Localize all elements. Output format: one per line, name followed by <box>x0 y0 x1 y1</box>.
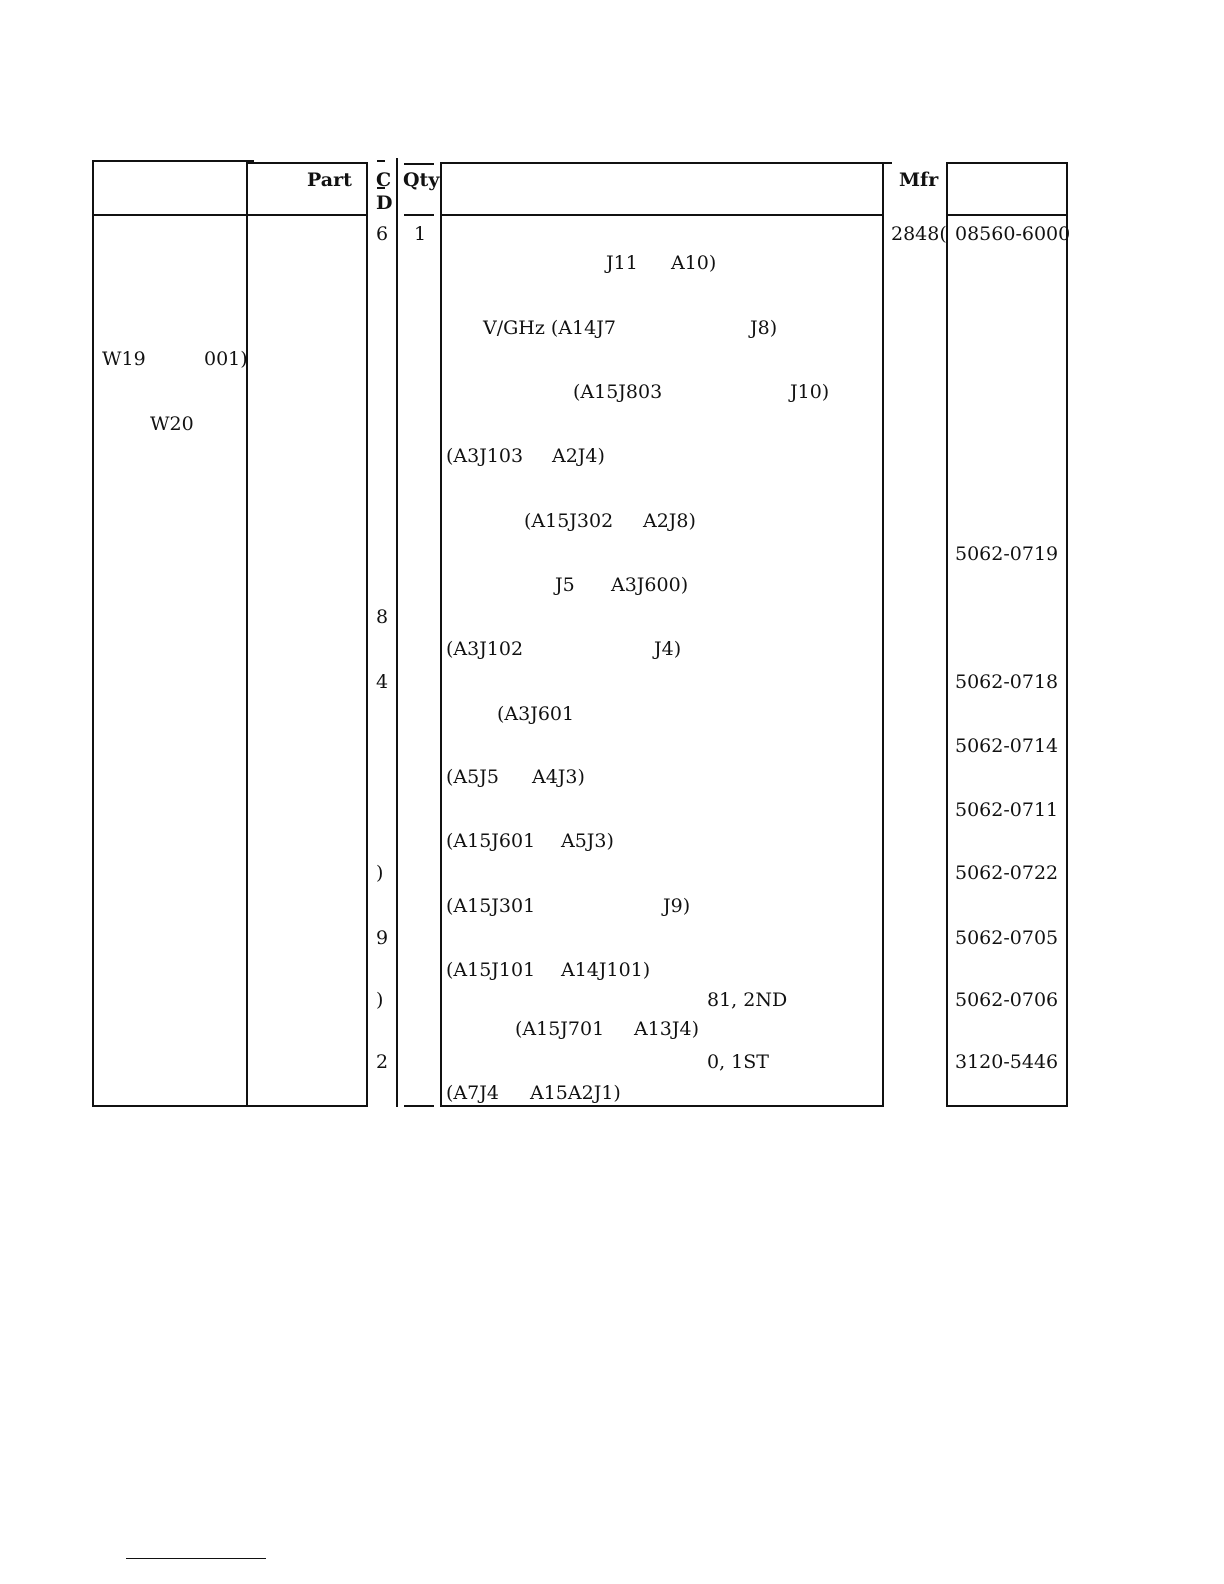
description-text: A5J3) <box>561 830 614 852</box>
cd-value: 2 <box>376 1051 389 1073</box>
description-text: J10) <box>790 381 830 403</box>
col-rule-2 <box>246 160 248 1107</box>
description-text: A2J4) <box>552 445 605 467</box>
mfr-part-number: 5062-0722 <box>955 862 1059 884</box>
col-rule-8 <box>1066 162 1068 1107</box>
bottom-rule-b <box>404 1105 434 1107</box>
description-text: A10) <box>671 252 717 274</box>
col-rule-5 <box>440 162 442 1107</box>
description-text: A14J101) <box>561 959 651 981</box>
footer-rule <box>126 1558 266 1559</box>
description-text: J5 <box>555 574 575 596</box>
description-text: (A5J5 <box>446 766 499 788</box>
col-rule-1 <box>92 160 94 1107</box>
cd-value: 6 <box>376 223 389 245</box>
description-text: (A15J301 <box>446 895 536 917</box>
header-qty: Qty <box>403 169 440 191</box>
mfr-part-number: 5062-0706 <box>955 989 1059 1011</box>
col-rule-7 <box>946 162 948 1107</box>
col-rule-4 <box>396 158 398 1107</box>
refdes-w20: W20 <box>150 413 194 435</box>
mfr-part-number: 5062-0705 <box>955 927 1059 949</box>
description-text: A15A2J1) <box>530 1082 621 1104</box>
table-top-rule-c <box>440 162 892 164</box>
description-text: (A15J101 <box>446 959 536 981</box>
table-top-rule-d <box>946 162 1068 164</box>
cd-value: 4 <box>376 671 389 693</box>
col-rule-6 <box>882 162 884 1107</box>
description-text: (A15J803 <box>573 381 663 403</box>
bottom-rule-a <box>92 1105 368 1107</box>
description-text: A4J3) <box>532 766 585 788</box>
cd-value: 8 <box>376 606 389 628</box>
description-text: (A3J601 <box>497 703 575 725</box>
table-top-rule-a <box>92 160 254 162</box>
description-text: (A7J4 <box>446 1082 499 1104</box>
description-text: J9) <box>663 895 691 917</box>
description-text: A3J600) <box>611 574 689 596</box>
mfr-part-number: 5062-0718 <box>955 671 1059 693</box>
description-text: V/GHz (A14J7 <box>483 317 616 339</box>
bottom-rule-d <box>946 1105 1068 1107</box>
description-text: 81, 2ND <box>707 989 788 1011</box>
refdes-w19: W19 <box>102 348 146 370</box>
description-text: J11 <box>606 252 638 274</box>
mfr-part-number: 08560-6000 <box>955 223 1071 245</box>
header-rule-c <box>440 214 882 216</box>
cd-value: 9 <box>376 927 389 949</box>
description-text: A13J4) <box>634 1018 700 1040</box>
header-cd-bottom: D <box>376 192 393 214</box>
mfr-code: 2848( <box>891 223 947 245</box>
header-mfr: Mfr <box>899 169 939 191</box>
cd-value: ) <box>376 989 384 1011</box>
description-text: 0, 1ST <box>707 1051 769 1073</box>
description-text: J4) <box>654 638 682 660</box>
cd-value: ) <box>376 862 384 884</box>
description-text: (A15J701 <box>515 1018 605 1040</box>
description-text: (A15J601 <box>446 830 536 852</box>
table-top-rule-b <box>246 162 368 164</box>
description-text: (A3J103 <box>446 445 524 467</box>
qty-top-tick <box>404 163 434 165</box>
description-text: J8) <box>750 317 778 339</box>
cd-top-tick <box>377 160 385 162</box>
header-rule-b <box>404 214 434 216</box>
mfr-part-number: 5062-0714 <box>955 735 1059 757</box>
mfr-part-number: 5062-0711 <box>955 799 1059 821</box>
mfr-part-number: 5062-0719 <box>955 543 1059 565</box>
header-cd-top: C <box>376 169 392 191</box>
header-part: Part <box>307 169 352 191</box>
mfr-part-number: 3120-5446 <box>955 1051 1059 1073</box>
refdes-option-fragment: 001) <box>204 348 248 370</box>
bottom-rule-c <box>440 1105 882 1107</box>
description-text: A2J8) <box>643 510 696 532</box>
header-rule-a <box>92 214 368 216</box>
header-rule-d <box>946 214 1068 216</box>
col-rule-3 <box>366 162 368 1107</box>
qty-value: 1 <box>414 223 427 245</box>
description-text: (A3J102 <box>446 638 524 660</box>
description-text: (A15J302 <box>524 510 614 532</box>
